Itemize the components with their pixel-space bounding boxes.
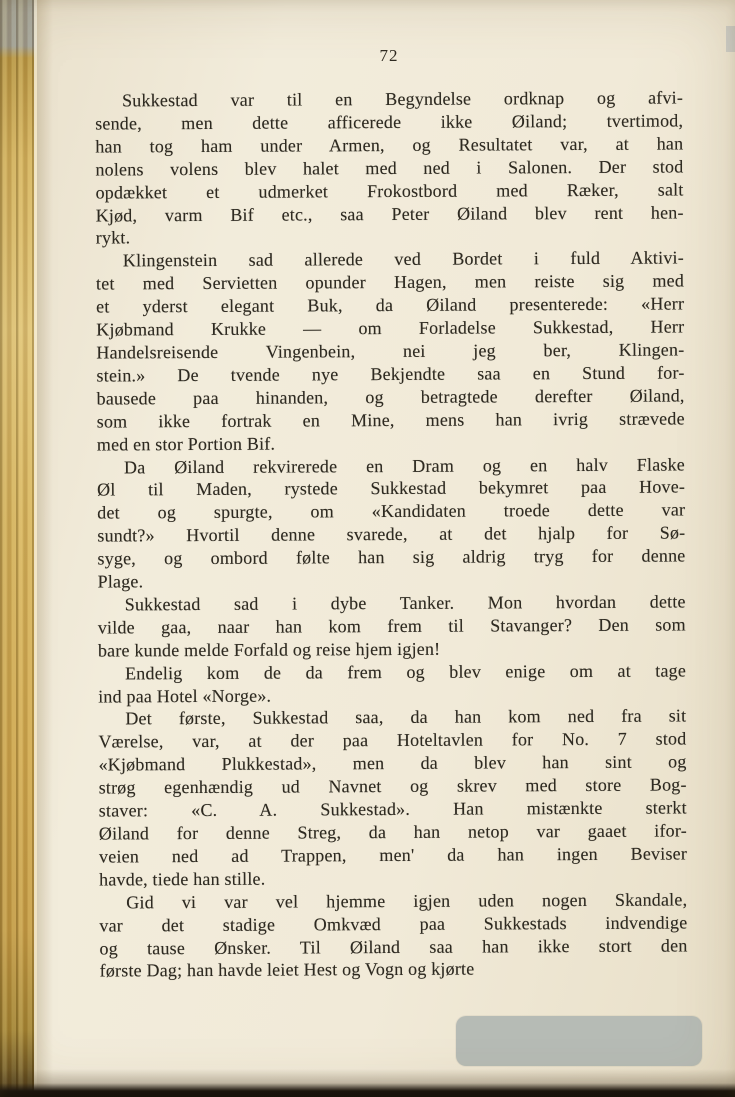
text-line: Sukkestad sad i dybe Tanker. Mon hvordan dette	[124, 591, 686, 615]
text-line: Værelse, var, at der paa Hoteltavlen for No. 7 stod	[98, 728, 687, 752]
text-line: sende, men dette afficerede ikke Øiland; tvertimod,	[95, 110, 684, 134]
page-bottom-edge	[0, 1069, 735, 1097]
book-binding-edge	[0, 0, 37, 1097]
text-line: stein.» De tvende nye Bekjendte saa en Stund for-	[96, 362, 685, 386]
text-line: som ikke fortrak en Mine, mens han ivrig strævede	[96, 408, 685, 432]
paragraph	[98, 705, 687, 891]
text-line: det og spurgte, om «Kandidaten troede dette var	[97, 499, 686, 523]
text-line: syge, og ombord følte han sig aldrig tryg for denne	[97, 545, 686, 569]
text-line: nolens volens blev halet med ned i Salonen. Der stod	[95, 156, 684, 180]
scan-artifact	[726, 26, 735, 52]
text-line: Øl til Maden, rystede Sukkestad bekymret paa Hove-	[97, 476, 686, 500]
text-line: vilde gaa, naar han kom frem til Stavanger? Den som	[97, 614, 686, 638]
text-line: Handelsreisende Vingenbein, nei jeg ber, Klingen-	[96, 339, 685, 363]
text-line: Klingenstein sad allerede ved Bordet i fuld Aktivi-	[122, 247, 684, 271]
text-line: var det stadige Omkvæd paa Sukkestads indvendige	[99, 912, 688, 936]
text-line: Det første, Sukkestad saa, da han kom ned fra sit	[125, 705, 687, 729]
text-line: et yderst elegant Buk, da Øiland presenterede: «Herr	[96, 293, 685, 317]
text-line: strøg egenhændig ud Navnet og skrev med store Bog-	[98, 774, 687, 798]
text-line: bausede paa hinanden, og betragtede derefter Øiland,	[96, 385, 685, 409]
text-line: veien ned ad Trappen, men' da han ingen Beviser	[98, 843, 688, 867]
paragraph	[98, 659, 686, 708]
text-line: han tog ham under Armen, og Resultatet var, at han	[95, 133, 684, 157]
text-line: Gid vi var vel hjemme igjen uden nogen Skandale,	[126, 889, 688, 913]
text-line: Kjød, varm Bif etc., saa Peter Øiland blev rent hen-	[95, 201, 684, 226]
text-block	[95, 86, 688, 982]
text-line: Øiland for denne Streg, da han netop var gaaet ifor-	[98, 820, 687, 844]
binding-shadow	[37, 0, 53, 1097]
text-line: Plage.	[97, 571, 144, 592]
text-line: bare kunde melde Forfald og reise hjem igjen!	[97, 638, 441, 661]
text-line: første Dag; han havde leiet Hest og Vogn og kjørte	[99, 959, 475, 981]
text-line: Kjøbmand Krukke — om Forladelse Sukkestad, Herr	[96, 316, 685, 340]
text-line: ind paa Hotel «Norge».	[98, 685, 272, 707]
text-line: tet med Servietten opunder Hagen, men reiste sig med	[95, 270, 685, 294]
paragraph	[99, 888, 687, 983]
paragraph	[97, 453, 686, 594]
text-line: og tause Ønsker. Til Øiland saa han ikke stort den	[99, 934, 688, 959]
text-line: opdækket et udmerket Frokostbord med Ræker, salt	[95, 179, 684, 203]
paragraph	[98, 590, 686, 662]
text-line: «Kjøbmand Plukkestad», men da blev han sint og	[98, 751, 687, 775]
text-line: med en stor Portion Bif.	[96, 433, 276, 455]
text-line: sundt?» Hvortil denne svarede, at det hjalp for Sø-	[97, 522, 686, 546]
text-line: havde, tiede han stille.	[99, 868, 266, 890]
text-line: staver: «C. A. Sukkestad». Han mistænkte sterkt	[98, 797, 687, 821]
text-line: rykt.	[95, 227, 131, 248]
text-line: Da Øiland rekvirerede en Dram og en halv Flaske	[123, 453, 686, 477]
paragraph	[95, 86, 684, 249]
text-line: Endelig kom de da frem og blev enige om at tage	[125, 660, 687, 684]
redacted-overlay	[456, 1016, 702, 1066]
paragraph	[96, 247, 685, 456]
page-number: 72	[379, 46, 399, 65]
text-line: Sukkestad var til en Begyndelse ordknap og afvi-	[122, 87, 684, 111]
